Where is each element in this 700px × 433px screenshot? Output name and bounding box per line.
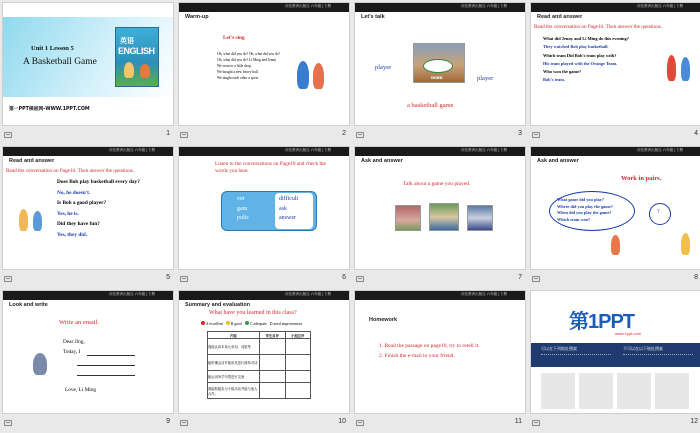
slide-number: 6	[342, 274, 346, 281]
answer: No, he doesn't.	[57, 189, 91, 196]
slide-7	[354, 146, 526, 270]
write-line	[77, 375, 135, 376]
child-figure	[124, 62, 134, 78]
slide-subtitle: Work in pairs.	[621, 175, 662, 182]
slide-subtitle: Write an email.	[59, 319, 99, 326]
question: Which team Did Bob's team play with?	[543, 52, 617, 58]
slide-1	[2, 2, 174, 126]
child-figure	[33, 211, 42, 231]
column-header: 学生自评	[260, 332, 286, 339]
game-photo	[467, 205, 493, 231]
song-lyrics	[217, 51, 280, 81]
slide-heading: Read and answer	[9, 158, 55, 164]
child-figure	[140, 64, 150, 78]
publisher-header: 河北教育出版社 六年级 | 下册	[285, 4, 331, 8]
slide-icon	[532, 420, 540, 426]
slide-thumb-7[interactable]	[352, 144, 528, 288]
slide-8	[530, 146, 700, 270]
words-right	[279, 195, 298, 224]
question: Who won the game?	[543, 69, 582, 75]
label-player-right: player	[477, 75, 494, 82]
slide-6	[178, 146, 350, 270]
table-cell: 能运用所学句型进行交流	[208, 371, 260, 383]
slide-icon	[532, 276, 540, 282]
slide-icon	[532, 132, 540, 138]
evaluation-table	[207, 331, 311, 399]
slide-heading: Read and answer	[537, 14, 583, 20]
child-at-computer	[33, 353, 47, 375]
picture-caption: a basketball game	[407, 102, 454, 109]
lyric-line: We bought a new heavy ball.	[217, 70, 259, 74]
slide-thumb-4[interactable]	[528, 0, 700, 144]
slide-icon	[4, 132, 12, 138]
lesson-title: A Basketball Game	[23, 57, 97, 67]
band-col-right: 不可以在以下地址搜索	[623, 346, 663, 351]
publisher-header: 河北教育出版社 六年级 | 下册	[461, 292, 507, 296]
slide-number: 4	[694, 130, 698, 137]
email-signature: Love, Li Ming	[65, 387, 97, 393]
slide-11	[354, 290, 526, 414]
child-figure	[681, 57, 690, 81]
legend-item: A excellent	[205, 322, 223, 326]
question-bubble	[649, 203, 671, 225]
textbook-cover	[115, 27, 159, 87]
grading-legend	[201, 321, 302, 326]
instruction: Listen to the conversations on Page10 and check the words you hear.	[215, 161, 326, 174]
answer: Yes, he is.	[57, 210, 79, 217]
slide-subtitle: What have you learned in this class?	[209, 310, 297, 316]
book-title-cn: 英语	[120, 37, 134, 45]
publisher-header: 河北教育出版社 六年级 | 下册	[109, 148, 155, 152]
band-col-left: 可以在下列地址搜索	[541, 346, 577, 351]
answer: Yes, they did.	[57, 231, 88, 238]
slide-icon	[180, 276, 188, 282]
table-row	[208, 355, 311, 371]
question: What did Jenny and Li Ming do this evening?	[543, 36, 629, 41]
game-photo	[429, 203, 459, 231]
slide-number: 7	[518, 274, 522, 281]
email-line: Today, I	[63, 349, 81, 355]
instruction: Talk about a game you played.	[403, 181, 471, 187]
table-cell: 我能认读本单元单词、词组等	[208, 339, 260, 355]
instruction: Read the conversation on Page10. Then answer the questions.	[6, 168, 135, 174]
table-row	[208, 383, 311, 399]
question: Which team won?	[557, 216, 591, 222]
brand-logo: 第1PPT	[569, 311, 635, 333]
word-scroll	[221, 191, 317, 231]
slide-number: 11	[514, 418, 522, 425]
table-cell: 我能积极参与小组活动并能与他人合作。	[208, 383, 260, 399]
info-band	[531, 343, 700, 367]
slide-10	[178, 290, 350, 414]
question-mark-icon: ?	[657, 209, 660, 215]
slide-heading: Warm-up	[185, 14, 209, 20]
slide-icon	[356, 132, 364, 138]
table-header-row	[208, 332, 311, 339]
label-player-left: player	[375, 64, 392, 71]
word: polic	[237, 215, 249, 221]
brand-url: www.1ppt.com	[615, 331, 642, 336]
word: answer	[279, 215, 296, 221]
slide-thumb-3[interactable]	[352, 0, 528, 144]
slide-number: 12	[690, 418, 698, 425]
game-photo	[395, 205, 421, 231]
publisher-header: 河北教育出版社 六年级 | 下册	[637, 4, 683, 8]
legend-item: D need improvement	[269, 322, 302, 326]
slide-heading: Ask and answer	[537, 158, 579, 164]
question: What game did you play?	[557, 197, 605, 202]
child-figure	[611, 235, 620, 255]
email-greeting: Dear Jing,	[63, 339, 85, 345]
slide-thumb-10[interactable]	[176, 288, 352, 432]
question: Is Bob a good player?	[57, 200, 107, 206]
table-row	[208, 339, 311, 355]
slide-number: 3	[518, 130, 522, 137]
slide-2	[178, 2, 350, 126]
slide-icon	[4, 276, 12, 282]
answer: His team played with the Orange Team.	[543, 60, 618, 66]
slide-thumb-6[interactable]	[176, 144, 352, 288]
publisher-header: 河北教育出版社 六年级 | 下册	[461, 148, 507, 152]
slide-heading: Look and write	[9, 302, 48, 308]
word: difficult	[279, 196, 299, 202]
slide-icon	[180, 132, 188, 138]
slide-9	[2, 290, 174, 414]
slide-number: 5	[166, 274, 170, 281]
word: ask	[279, 205, 287, 212]
child-figure	[297, 61, 309, 89]
slide-number: 1	[166, 130, 170, 137]
book-title-en: ENGLISH	[118, 46, 155, 56]
slide-number: 8	[694, 274, 698, 281]
lyric-line: Oh, what did you do? Oh, what did you do?	[217, 52, 280, 56]
word: ver	[237, 196, 245, 202]
legend-item: B good	[230, 322, 242, 326]
homework-item: 2. Finish the e-mail to your friend.	[379, 353, 455, 359]
slide-icon	[180, 420, 188, 426]
unit-label: Unit 1 Lesson 5	[31, 45, 74, 52]
site-credit: 第一PPT模板网-WWW.1PPT.COM	[9, 107, 90, 112]
publisher-header: 河北教育出版社 六年级 | 下册	[461, 4, 507, 8]
slide-thumb-8[interactable]	[528, 144, 700, 288]
homework-list	[379, 341, 480, 361]
column-header: 内容	[208, 332, 260, 339]
legend-item: C adequate	[249, 322, 267, 326]
publisher-header: 河北教育出版社 六年级 | 下册	[109, 292, 155, 296]
slide-thumb-1[interactable]	[0, 0, 176, 144]
slide-number: 9	[166, 418, 170, 425]
slide-5	[2, 146, 174, 270]
answer: Bob's team.	[543, 77, 565, 83]
slide-icon	[4, 420, 12, 426]
table-row	[208, 371, 311, 383]
slide-12	[530, 290, 700, 414]
question: When did you play the game?	[557, 210, 612, 215]
lyric-line: We went to a little shop.	[217, 64, 252, 68]
question: Where did you play the game?	[557, 203, 613, 209]
slide-thumb-9[interactable]	[0, 288, 176, 432]
slide-thumb-2[interactable]	[176, 0, 352, 144]
lyric-line: We taught each other a sport.	[217, 76, 259, 80]
slide-thumb-12[interactable]	[528, 288, 700, 432]
slide-icon	[356, 276, 364, 282]
slide-heading: Homework	[369, 317, 398, 323]
publisher-header: 河北教育出版社 六年级 | 下册	[285, 292, 331, 296]
question: Did they have fun?	[57, 221, 100, 227]
child-figure	[313, 63, 324, 89]
lyric-line: Oh, what did you do? Li Ming and Jenny	[217, 58, 277, 62]
qr-code-strip	[541, 373, 693, 409]
slide-heading: Summary and evaluation	[185, 302, 251, 308]
words-left	[237, 195, 249, 224]
question: Does Bob play basketball every day?	[57, 179, 140, 185]
write-line	[87, 355, 135, 356]
question-list	[557, 197, 613, 223]
qa-list	[543, 35, 629, 85]
child-figure	[667, 55, 676, 81]
answer: They watched Bob play basketball.	[543, 44, 609, 50]
qa-list	[57, 177, 140, 240]
team-oval	[423, 59, 453, 73]
child-figure	[681, 233, 690, 255]
slide-thumb-5[interactable]	[0, 144, 176, 288]
child-figure	[19, 209, 28, 231]
slide-number: 2	[342, 130, 346, 137]
slide-4	[530, 2, 700, 126]
publisher-header: 河北教育出版社 六年级 | 下册	[285, 148, 331, 152]
slide-heading: Ask and answer	[361, 158, 403, 164]
label-team: team	[431, 75, 443, 81]
homework-item: 1. Read the passage on page10, try to retell it.	[379, 343, 480, 349]
slide-heading: Let's talk	[361, 14, 385, 20]
column-header: 小组互评	[285, 332, 311, 339]
publisher-header: 河北教育出版社 六年级 | 下册	[637, 148, 683, 152]
slide-subtitle: Let's sing	[223, 35, 245, 41]
slide-3	[354, 2, 526, 126]
word: gam	[237, 205, 248, 212]
write-line	[77, 365, 135, 366]
slide-icon	[356, 420, 364, 426]
slide-thumb-11[interactable]	[352, 288, 528, 432]
table-cell: 能听懂会话并能用其进行简单对话	[208, 355, 260, 371]
slide-number: 10	[338, 418, 346, 425]
instruction: Read the conversation on Page10. Then answer the questions.	[534, 24, 663, 30]
